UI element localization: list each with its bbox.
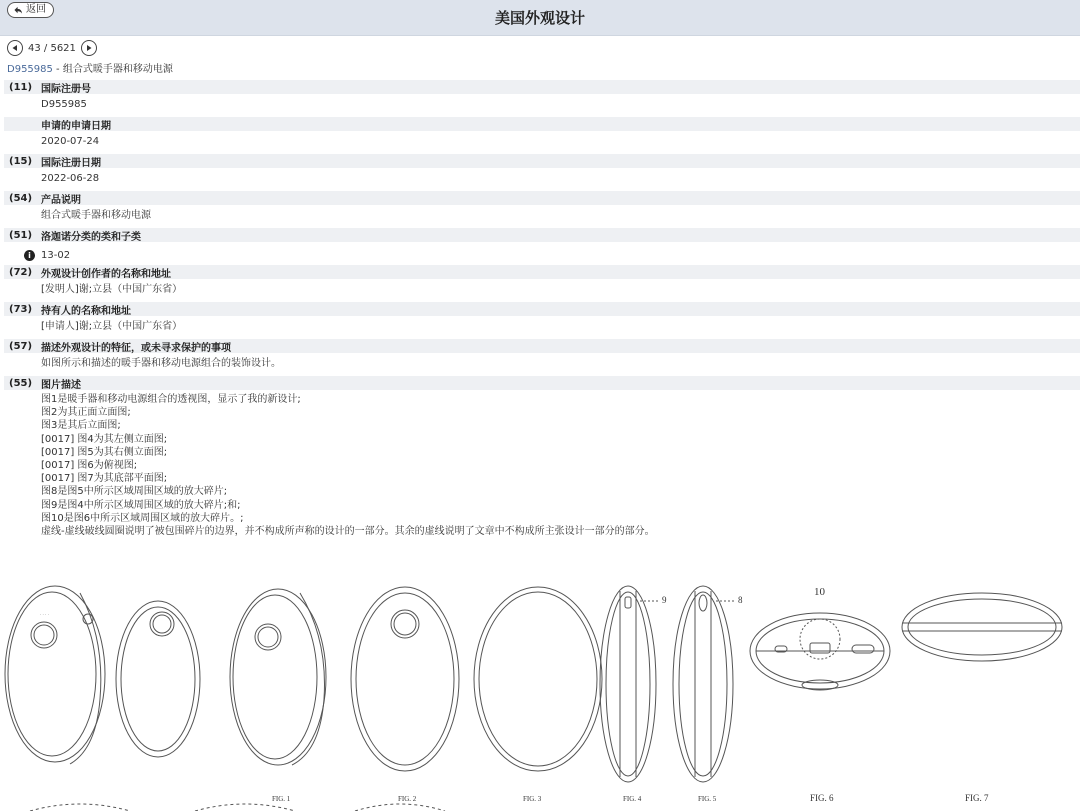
fig-9-drawing (902, 593, 1062, 661)
field-label: 申请的申请日期 (41, 120, 111, 132)
info-icon[interactable]: i (24, 250, 35, 261)
figure-description-list (0, 390, 1080, 538)
field-header-product (4, 191, 1080, 205)
fig-1-label: FIG. 1 (272, 795, 291, 803)
field-label: 国际注册日期 (41, 157, 101, 169)
figure-description-line: 图2为其正面立面图; (41, 407, 131, 419)
figure-description-line: 图9是图4中所示区域周围区域的放大碎片;和; (41, 499, 241, 511)
document-heading (7, 60, 173, 75)
design-drawings (0, 579, 1080, 811)
figure-description-line: 图1是暖手器和移动电源组合的透视图，显示了我的新设计; (41, 394, 301, 405)
figure-description-line: [0017] 图5为其右侧立面图; (41, 446, 168, 458)
fig-5-drawing (474, 587, 602, 771)
page-title: 美国外观设计 (494, 9, 585, 27)
figure-description-line: [0017] 图6为俯视图; (41, 460, 138, 472)
field-code: (54) (9, 192, 33, 204)
field-label: 产品说明 (41, 194, 81, 206)
fig-1-drawing (5, 586, 105, 764)
field-code: (55) (9, 377, 33, 389)
fig-2-label: FIG. 2 (398, 795, 417, 803)
triangle-left-icon (11, 44, 19, 52)
prev-button[interactable] (7, 40, 23, 56)
field-label: 外观设计创作者的名称和地址 (41, 268, 171, 280)
top-bar (0, 0, 1080, 36)
field-value-reg-date: 2022-06-28 (41, 173, 100, 184)
field-label: 图片描述 (41, 379, 81, 391)
field-code: (11) (9, 81, 33, 93)
field-label: 国际注册号 (41, 83, 91, 95)
field-list (0, 80, 1080, 538)
fig-4-label: FIG. 4 (623, 795, 642, 803)
fig-7-drawing (673, 586, 735, 782)
field-code: (72) (9, 266, 33, 278)
back-button-label: 返回 (26, 4, 46, 15)
fig-4-drawing (351, 587, 459, 771)
field-value-product: 组合式暖手器和移动电源 (41, 210, 151, 221)
field-header-figures (4, 376, 1080, 390)
next-button[interactable] (81, 40, 97, 56)
locarno-class: 13-02 (41, 250, 71, 261)
field-code: (51) (9, 229, 33, 241)
document-separator: - (52, 64, 63, 75)
field-code: (73) (9, 303, 33, 315)
fig-8-drawing (750, 613, 890, 690)
reference-9: 9 (662, 595, 667, 605)
fig-7-label: FIG. 7 (965, 793, 989, 803)
reference-8: 8 (738, 595, 743, 605)
figure-description-line: 虚线-虚线破线圆圈说明了被包围碎片的边界，并不构成所声称的设计的一部分。其余的虚线说明了文章中不构成所主张设计一部分的部分。 (41, 526, 655, 538)
triangle-right-icon (85, 44, 93, 52)
field-header-app-date (4, 117, 1080, 131)
figure-description-line: 图8是图5中所示区域周围区域的放大碎片; (41, 486, 228, 498)
document-number[interactable]: D955985 (7, 64, 53, 75)
field-value-locarno (0, 242, 1080, 265)
field-header-holder (4, 302, 1080, 316)
fragment-outlines (30, 804, 445, 811)
fig-6-drawing (600, 586, 660, 782)
field-value-features: 如图所示和描述的暖手器和移动电源组合的装饰设计。 (41, 358, 281, 369)
field-code: (57) (9, 340, 33, 352)
drawing-sheet (0, 579, 1080, 811)
field-label: 持有人的名称和地址 (41, 305, 131, 317)
figure-description-line: 图3是其后立面图; (41, 420, 121, 432)
fig-3-drawing (230, 589, 326, 765)
figure-description-line: 图10是图6中所示区域周围区域的放大碎片。; (41, 512, 244, 524)
figure-description-line: [0017] 图7为其底部平面图; (41, 473, 168, 485)
pager (7, 39, 97, 57)
fig-5-label: FIG. 5 (698, 795, 717, 803)
field-header-features (4, 339, 1080, 353)
field-header-locarno (4, 228, 1080, 242)
document-name: 组合式暖手器和移动电源 (62, 64, 173, 75)
fig-2-drawing (116, 601, 200, 757)
svg-text:· · · ·: · · · · (40, 612, 49, 617)
fig-6-label: FIG. 6 (810, 793, 834, 803)
figure-description-line: [0017] 图4为其左侧立面图; (41, 433, 168, 445)
field-label: 洛迦诺分类的类和子类 (41, 231, 141, 243)
fig-3-label: FIG. 3 (523, 795, 542, 803)
field-value-reg-no: D955985 (41, 99, 87, 110)
pager-position: 43 / 5621 (28, 42, 76, 54)
field-code: (15) (9, 155, 33, 167)
field-value-app-date: 2020-07-24 (41, 136, 100, 147)
field-header-reg-date (4, 154, 1080, 168)
field-value-designer: [发明人]谢;立县（中国广东省） (41, 284, 183, 295)
field-header-reg-no (4, 80, 1080, 94)
reference-10: 10 (814, 586, 825, 598)
field-value-holder: [申请人]谢;立县（中国广东省） (41, 321, 183, 332)
field-label: 描述外观设计的特征，或未寻求保护的事项 (41, 342, 231, 354)
field-header-designer (4, 265, 1080, 279)
